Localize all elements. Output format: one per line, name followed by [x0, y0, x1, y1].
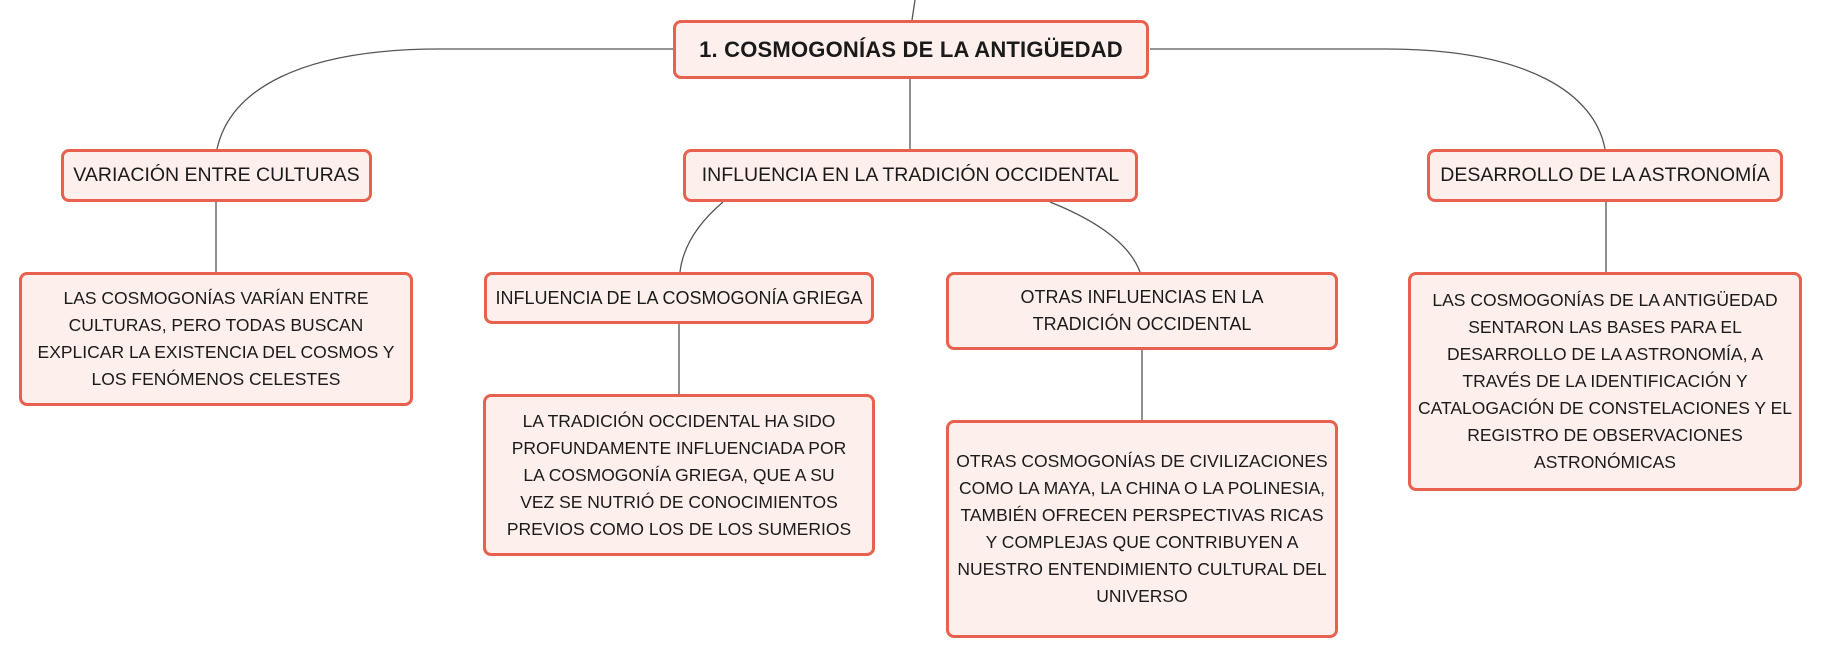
branch-influencia-label: INFLUENCIA EN LA TRADICIÓN OCCIDENTAL [701, 164, 1120, 186]
connector-influencia-to-griega [680, 202, 723, 272]
branch-desarrollo-astronomia[interactable] [1427, 149, 1783, 202]
root-topic[interactable] [673, 20, 1149, 79]
branch-influencia-tradicion-occidental[interactable] [683, 149, 1138, 202]
detail-otras-influencias[interactable] [946, 420, 1338, 638]
root-topic-label: 1. COSMOGONÍAS DE LA ANTIGÜEDAD [699, 36, 1123, 62]
detail-astronomia[interactable] [1408, 272, 1802, 491]
branch-variacion-label: VARIACIÓN ENTRE CULTURAS [73, 164, 360, 186]
connector-influencia-to-otras [1050, 202, 1140, 272]
subtopic-otras-influencias[interactable] [946, 272, 1338, 350]
subtopic-influencia-griega[interactable] [484, 272, 874, 324]
detail-astronomia-text: LAS COSMOGONÍAS DE LA ANTIGÜEDAD SENTARON LAS BASES PARA EL DESARROLLO DE LA ASTRONOMÍA, A TRAVÉS DE LA IDENTIFICACIÓN Y CATALOGACIÓN DE CONSTELACIONES Y EL REGISTRO DE OBSERVACIONES ASTRONÓMICAS [1417, 290, 1793, 472]
connector-root-to-astronomia [1150, 49, 1605, 149]
detail-otras-text: OTRAS COSMOGONÍAS DE CIVILIZACIONES COMO LA MAYA, LA CHINA O LA POLINESIA, TAMBIÉN OFRECEN PERSPECTIVAS RICAS Y COMPLEJAS QUE CONTRIBUYEN A NUESTRO ENTENDIMIENTO CULTURAL DEL UNIVERSO [956, 451, 1328, 606]
connector-parent-to-root [912, 0, 915, 20]
connector-root-to-variacion [217, 49, 673, 149]
subtopic-otras-label: OTRAS INFLUENCIAS EN LA TRADICIÓN OCCIDENTAL [1020, 287, 1264, 334]
subtopic-griega-label: INFLUENCIA DE LA COSMOGONÍA GRIEGA [495, 287, 863, 308]
detail-variacion-text: LAS COSMOGONÍAS VARÍAN ENTRE CULTURAS, PERO TODAS BUSCAN EXPLICAR LA EXISTENCIA DEL COSMOS Y LOS FENÓMENOS CELESTES [37, 288, 395, 389]
branch-astronomia-label: DESARROLLO DE LA ASTRONOMÍA [1440, 164, 1770, 186]
detail-variacion[interactable] [19, 272, 413, 406]
detail-influencia-griega[interactable] [483, 394, 875, 556]
detail-griega-text: LA TRADICIÓN OCCIDENTAL HA SIDO PROFUNDAMENTE INFLUENCIADA POR LA COSMOGONÍA GRIEGA, QUE A SU VEZ SE NUTRIÓ DE CONOCIMIENTOS PREVIOS COMO LOS DE LOS SUMERIOS [506, 410, 852, 539]
branch-variacion-entre-culturas[interactable] [61, 149, 372, 202]
